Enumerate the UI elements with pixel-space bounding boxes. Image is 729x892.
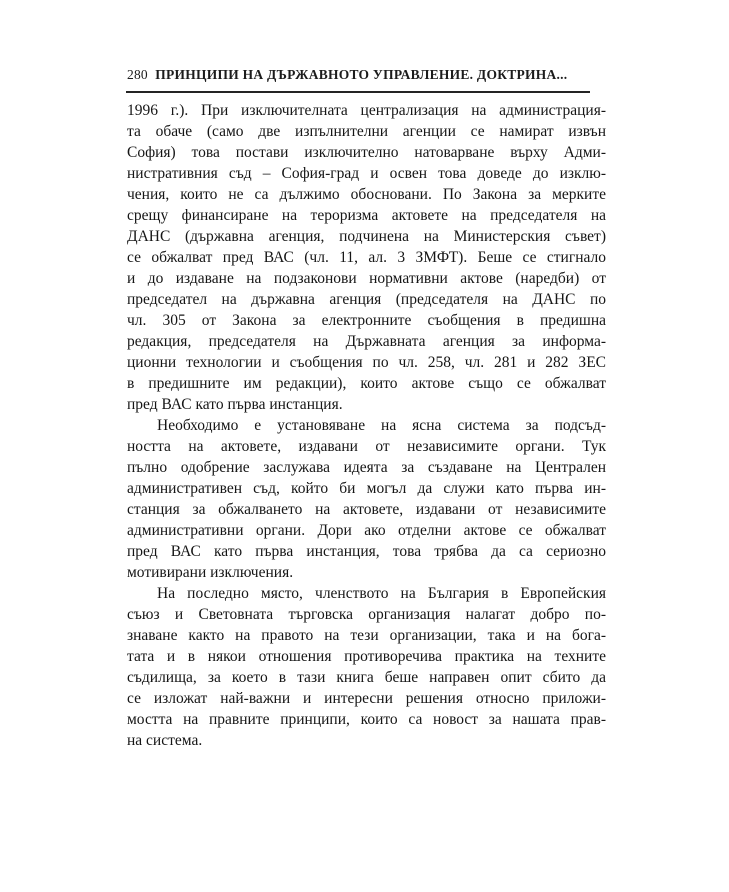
- paragraph: [127, 583, 606, 751]
- text-line: се обжалват пред ВАС (чл. 11, ал. 3 ЗМФТ). Беше се стигнало: [127, 249, 606, 266]
- document-body: [127, 100, 606, 751]
- text-line: чл. 305 от Закона за електронните съобщения в предишна: [127, 312, 606, 329]
- text-line: се изложат най-важни и интересни решения относно приложи-: [127, 690, 606, 707]
- text-line: нистративния съд – София-град и освен това доведе до изклю-: [127, 165, 606, 182]
- text-line: съдилища, за което в тази книга беше направен опит сбито да: [127, 669, 606, 686]
- text-line: ДАНС (държавна агенция, подчинена на Министерския съвет): [127, 228, 606, 245]
- text-line: София) това постави изключително натоварване върху Адми-: [127, 144, 606, 161]
- text-line: пълно одобрение заслужава идеята за създаване на Централен: [127, 459, 606, 476]
- text-line: ционни технологии и съобщения по чл. 258, чл. 281 и 282 ЗЕС: [127, 354, 606, 371]
- header-rule: [126, 91, 590, 93]
- running-header-title: ПРИНЦИПИ НА ДЪРЖАВНОТО УПРАВЛЕНИЕ. ДОКТРИНА...: [155, 67, 568, 82]
- text-line: пред ВАС като първа инстанция.: [127, 396, 343, 413]
- text-line: чения, които не са дължимо обосновани. По Закона за мерките: [127, 186, 606, 203]
- text-line: та обаче (само две изпълнителни агенции се намират извън: [127, 123, 606, 140]
- paragraph: [127, 100, 606, 415]
- page-number: 280: [127, 67, 148, 82]
- text-line: съюз и Световната търговска организация налагат добро по-: [127, 606, 606, 623]
- running-header: [127, 66, 606, 84]
- text-line: ността на актовете, издавани от независимите органи. Тук: [127, 438, 606, 455]
- text-line: в предишните им редакции), които актове също се обжалват: [127, 375, 606, 392]
- text-line: станция за обжалването на актовете, издавани от независимите: [127, 501, 606, 518]
- text-line: административни органи. Дори ако отделни актове се обжалват: [127, 522, 606, 539]
- paragraph: [127, 415, 606, 583]
- text-line: мостта на правните принципи, които са новост за нашата прав-: [127, 711, 606, 728]
- text-line: на система.: [127, 732, 203, 749]
- text-line: срещу финансиране на тероризма актовете на председателя на: [127, 207, 606, 224]
- text-line: и до издаване на подзаконови нормативни актове (наредби) от: [127, 270, 606, 287]
- text-line: На последно място, членството на България в Европейския: [157, 585, 606, 602]
- text-line: председател на държавна агенция (председателя на ДАНС по: [127, 291, 606, 308]
- text-line: административен съд, който би могъл да служи като първа ин-: [127, 480, 606, 497]
- text-line: пред ВАС като първа инстанция, това трябва да са сериозно: [127, 543, 606, 560]
- text-line: 1996 г.). При изключителната централизация на администрация-: [127, 102, 606, 119]
- text-line: тата и в някои отношения противоречива практика на техните: [127, 648, 606, 665]
- text-line: мотивирани изключения.: [127, 564, 294, 581]
- text-line: знаване както на правото на тези организации, така и на бога-: [127, 627, 606, 644]
- text-line: Необходимо е установяване на ясна система за подсъд-: [157, 417, 606, 434]
- text-line: редакция, председателя на Държавната агенция за информа-: [127, 333, 606, 350]
